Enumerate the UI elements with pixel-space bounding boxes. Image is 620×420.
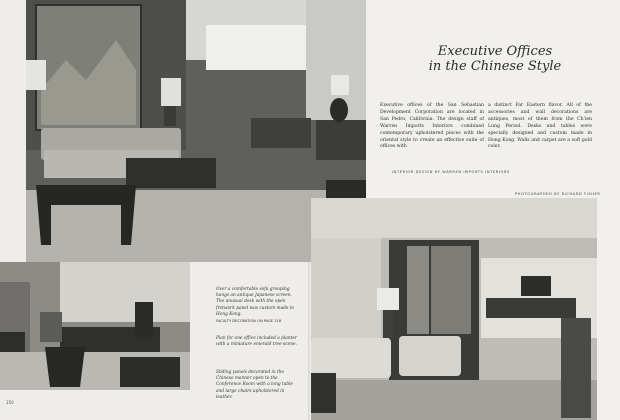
body-column-2: a distinct Far Eastern flavor. All of the accessories and wall decorations are antiques, most of them from the Ch'ien Lung Period. Desks and tables were specially designed and custom made in Hong Kong. Walls and carpet are a soft gold color. [488,103,592,150]
article-title [420,44,570,74]
office-photo [0,262,190,390]
design-credit: INTERIOR DESIGN BY WARREN IMPORTS INTERIORS [392,170,510,174]
body-column-1: Executive offices of the San Sebastian Development Corporation are located in San Pedro, California. The design staff of Warren Imports Interiors combined contemporary upholstered pieces with the oriental style to create an effective suite of offices with [380,103,484,150]
page-number: 150 [6,400,14,405]
lounge-photo [311,198,597,420]
caption-office: Plan for one office included a planter with a miniature emerald tree-scene. [216,336,297,348]
title-line-1: Executive Offices [437,44,553,59]
lounge-illustration [311,198,597,420]
photo-credit: PHOTOGRAPHED BY RICHARD FISHER [515,192,601,196]
caption-sofa-tag: FACULTY DECORATION ON PAGE 118 [216,319,282,323]
caption-conference: Sliding panels decorated in the Chinese manner open to the Conference Room with a long table and large chairs upholstered in leather. [216,370,293,400]
office-illustration [0,262,190,390]
title-line-2: in the Chinese Style [428,59,562,74]
caption-sofa: Over a comfortable sofa grouping hangs an antique Japanese screen. The unusual desk with the open fretwork panel was custom made in Hong Kong. [216,287,294,317]
